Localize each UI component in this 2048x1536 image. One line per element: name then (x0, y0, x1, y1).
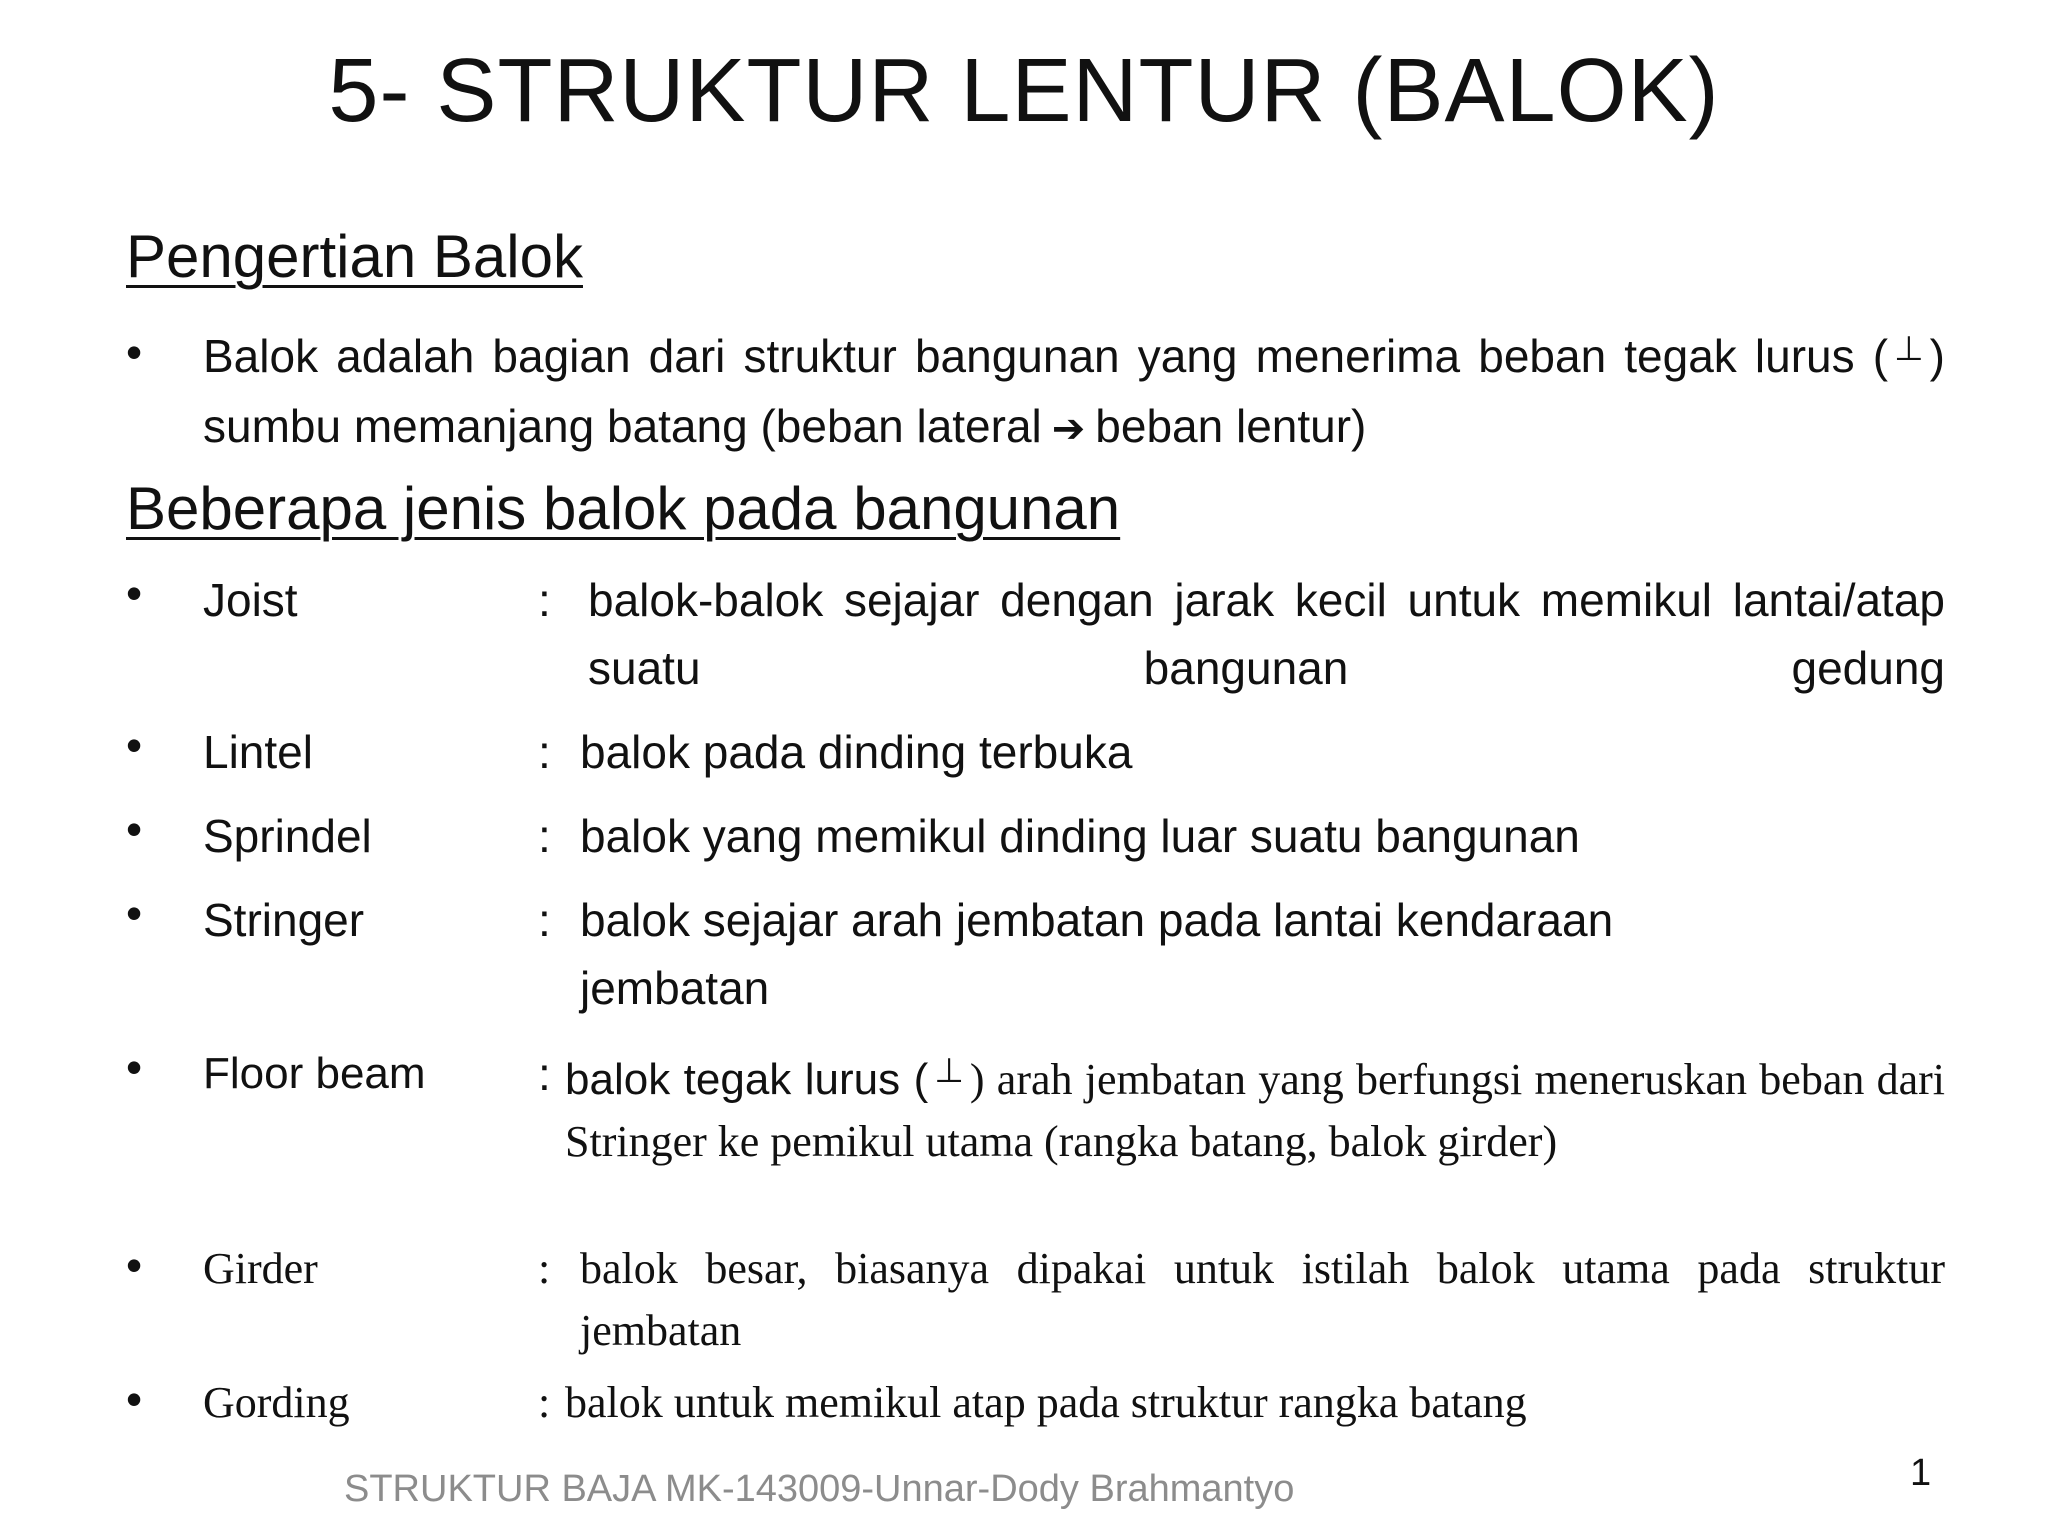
colon: : (538, 574, 551, 626)
definition-part1: Balok adalah bagian dari struktur bangunan yang menerima beban tegak lurus ( (203, 330, 1889, 382)
bullet-icon: • (126, 1041, 143, 1093)
bullet-icon: • (126, 326, 143, 378)
term-sprindel: Sprindel (203, 810, 372, 862)
desc-stringer (580, 886, 1770, 1022)
perpendicular-icon: ⊥ (1894, 329, 1924, 369)
section-heading-pengertian: Pengertian Balok (126, 223, 583, 290)
definition-part2: ) sumbu memanjang batang (beban lateral (203, 330, 1945, 452)
desc-stringer-value: balok sejajar arah jembatan pada lantai kendaraan jembatan (580, 894, 1614, 1014)
desc-floor-beam-part2: ) arah jembatan yang berfungsi meneruskan beban dari Stringer ke pemikul utama (rangka batang, balok girder) (565, 1055, 1945, 1166)
desc-floor-beam (565, 1040, 1945, 1173)
desc-girder: balok besar, biasanya dipakai untuk istilah balok utama pada struktur jembatan (580, 1244, 1945, 1355)
bullet-icon: • (126, 1373, 143, 1425)
colon: : (538, 1244, 551, 1293)
colon: : (538, 1048, 551, 1100)
desc-gording: balok untuk memikul atap pada struktur rangka batang (565, 1378, 1527, 1427)
term-gording: Gording (203, 1378, 350, 1427)
bullet-icon: • (126, 1239, 143, 1291)
definition-part3: beban lentur) (1095, 400, 1367, 452)
desc-sprindel: balok yang memikul dinding luar suatu bangunan (580, 810, 1580, 862)
term-stringer: Stringer (203, 894, 365, 946)
section-heading-jenis-balok: Beberapa jenis balok pada bangunan (126, 475, 1121, 542)
term-lintel: Lintel (203, 726, 313, 778)
desc-stringer-text (580, 886, 1770, 1022)
colon: : (538, 810, 551, 862)
desc-lintel: balok pada dinding terbuka (580, 726, 1133, 778)
desc-joist (588, 566, 1945, 702)
arrow-right-icon: ➔ (1051, 406, 1086, 452)
page-number: 1 (1910, 1452, 1932, 1494)
colon: : (538, 726, 551, 778)
bullet-icon: • (126, 803, 143, 855)
definition-text (203, 314, 1945, 464)
term-girder: Girder (203, 1244, 318, 1293)
footer-text: STRUKTUR BAJA MK-143009-Unnar-Dody Brahmantyo (344, 1468, 1295, 1510)
slide-title: 5- STRUKTUR LENTUR (BALOK) (328, 41, 1720, 141)
desc-joist-text: balok-balok sejajar dengan jarak kecil untuk memikul lantai/atap suatu bangunan gedung (588, 574, 1945, 694)
bullet-icon: • (126, 719, 143, 771)
desc-floor-beam-part1: balok tegak lurus ( (565, 1055, 929, 1104)
colon: : (538, 894, 551, 946)
term-joist: Joist (203, 574, 298, 626)
colon: : (538, 1378, 551, 1427)
perpendicular-icon: ⊥ (934, 1051, 964, 1091)
bullet-icon: • (126, 887, 143, 939)
term-floor-beam: Floor beam (203, 1049, 426, 1098)
bullet-icon: • (126, 567, 143, 619)
